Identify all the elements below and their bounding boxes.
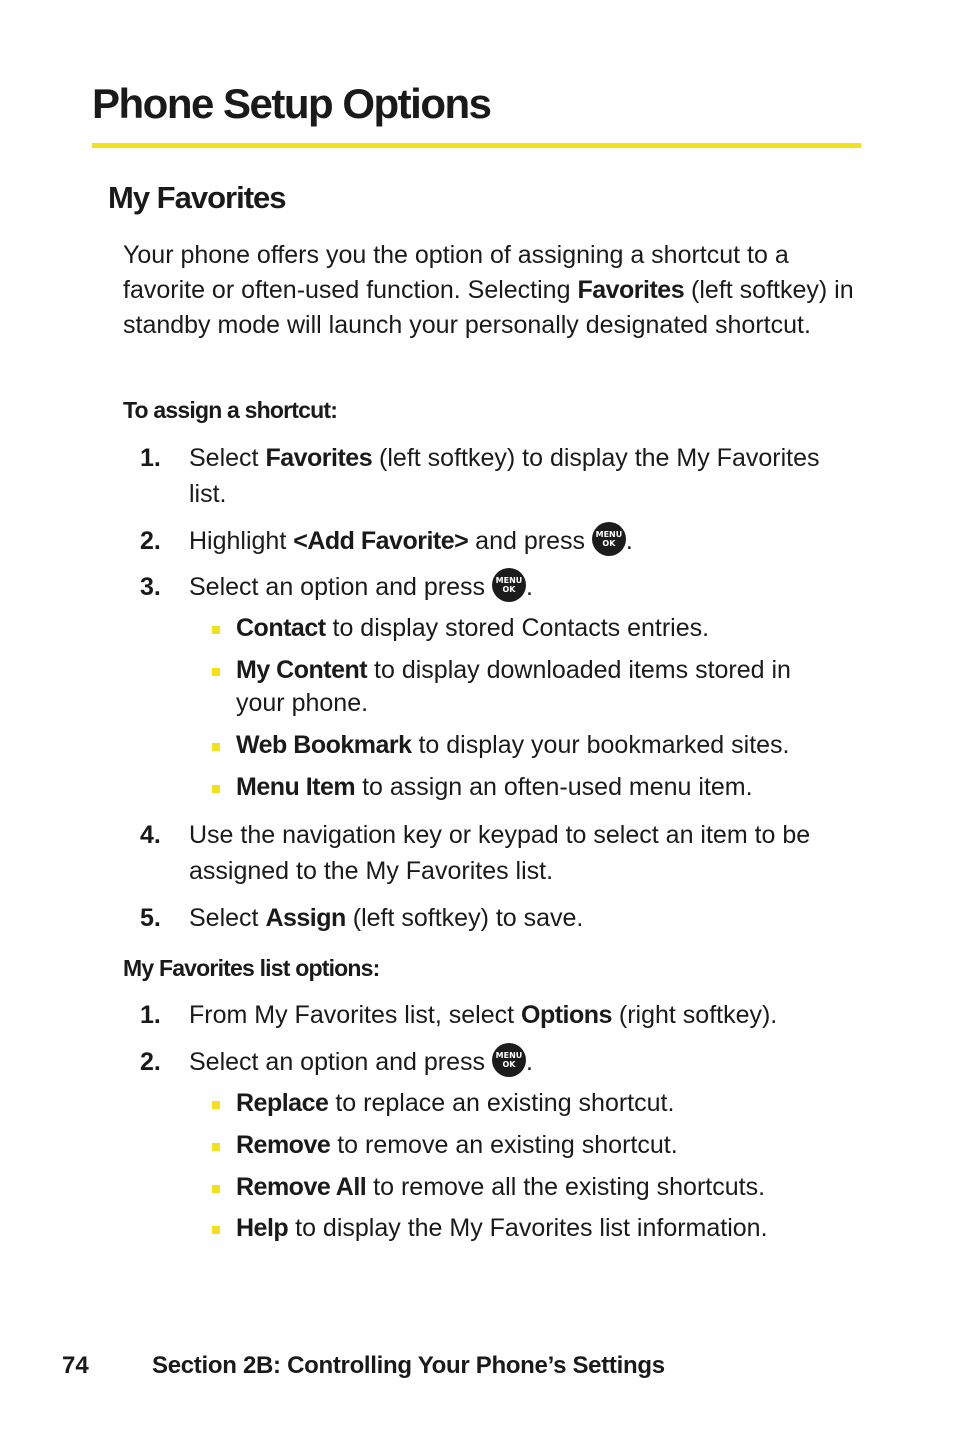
menu-ok-key-icon <box>592 522 626 556</box>
text-span: (left softkey) to display the My Favorites list. <box>189 444 820 508</box>
bullet-square-icon <box>212 1185 220 1193</box>
text-span: Menu Item <box>236 773 356 801</box>
page-number: 74 <box>62 1352 89 1379</box>
bullet-square-icon <box>212 1143 220 1151</box>
text-span: <Add Favorite> <box>293 527 469 555</box>
text-span: . <box>625 527 633 555</box>
bullet-square-icon <box>212 743 220 751</box>
text-span: 3. <box>140 573 161 601</box>
text-span: Options <box>521 1001 612 1029</box>
text-span: 4. <box>140 821 161 849</box>
text-span: Favorites <box>577 276 685 304</box>
text-span: to remove an existing shortcut. <box>330 1131 678 1159</box>
text-span: Select an option and press <box>189 573 492 601</box>
footer-section-title: Section 2B: Controlling Your Phone’s Settings <box>152 1352 665 1379</box>
text-span: Select <box>189 904 266 932</box>
text-span: and press <box>468 527 592 555</box>
text-span: (left softkey) in standby mode will launch your personally designated shortcut. <box>123 276 854 339</box>
text-span: 2. <box>140 1048 161 1076</box>
menu-ok-key-icon <box>492 568 526 602</box>
text-span: (right softkey). <box>611 1001 778 1029</box>
text-span: Favorites <box>265 444 373 472</box>
text-span: to display downloaded items stored in your phone. <box>236 656 791 717</box>
text-span: Contact <box>236 614 326 642</box>
text-span: to display the My Favorites list information. <box>288 1214 768 1242</box>
assign-heading: To assign a shortcut: <box>123 397 338 423</box>
text-span: From My Favorites list, select <box>189 1001 521 1029</box>
text-span: Use the navigation key or keypad to select an item to be assigned to the My Favorites list. <box>189 821 811 885</box>
text-span: Remove <box>236 1131 331 1159</box>
text-span: to assign an often-used menu item. <box>355 773 753 801</box>
bullet-square-icon <box>212 626 220 634</box>
text-span: 5. <box>140 904 161 932</box>
text-span: Assign <box>265 904 346 932</box>
text-span: to display your bookmarked sites. <box>411 731 790 759</box>
text-span: 1. <box>140 1001 161 1029</box>
list-options-heading: My Favorites list options: <box>123 955 380 981</box>
section-title: My Favorites <box>108 180 286 215</box>
text-span: MENU <box>495 1051 523 1061</box>
text-span: . <box>525 573 533 601</box>
bullet-square-icon <box>212 1101 220 1109</box>
page-title: Phone Setup Options <box>92 80 491 127</box>
text-span: OK <box>502 1060 516 1070</box>
text-span: Your phone offers you the option of assigning a shortcut to a favorite or often-used function. Selecting <box>123 241 789 304</box>
intro-paragraph <box>123 238 863 343</box>
text-span: MENU <box>495 576 523 586</box>
text-span: (left softkey) to save. <box>345 904 584 932</box>
text-span: Remove All <box>236 1173 367 1201</box>
text-span: Highlight <box>189 527 294 555</box>
text-span: to display stored Contacts entries. <box>325 614 710 642</box>
text-span: Replace <box>236 1089 329 1117</box>
text-span: 2. <box>140 527 161 555</box>
text-span: . <box>525 1048 533 1076</box>
text-span: My Content <box>236 656 368 684</box>
title-underline <box>92 143 861 148</box>
text-span: 1. <box>140 444 161 472</box>
text-span: MENU <box>595 530 623 540</box>
bullet-square-icon <box>212 1226 220 1234</box>
text-span: to remove all the existing shortcuts. <box>366 1173 766 1201</box>
text-span: to replace an existing shortcut. <box>328 1089 675 1117</box>
text-span: OK <box>502 585 516 595</box>
text-span: Help <box>236 1214 289 1242</box>
menu-ok-key-icon <box>492 1043 526 1077</box>
text-span: OK <box>602 539 616 549</box>
text-span: Web Bookmark <box>236 731 412 759</box>
text-span: Select an option and press <box>189 1048 492 1076</box>
bullet-square-icon <box>212 668 220 676</box>
text-span: Select <box>189 444 266 472</box>
bullet-square-icon <box>212 785 220 793</box>
